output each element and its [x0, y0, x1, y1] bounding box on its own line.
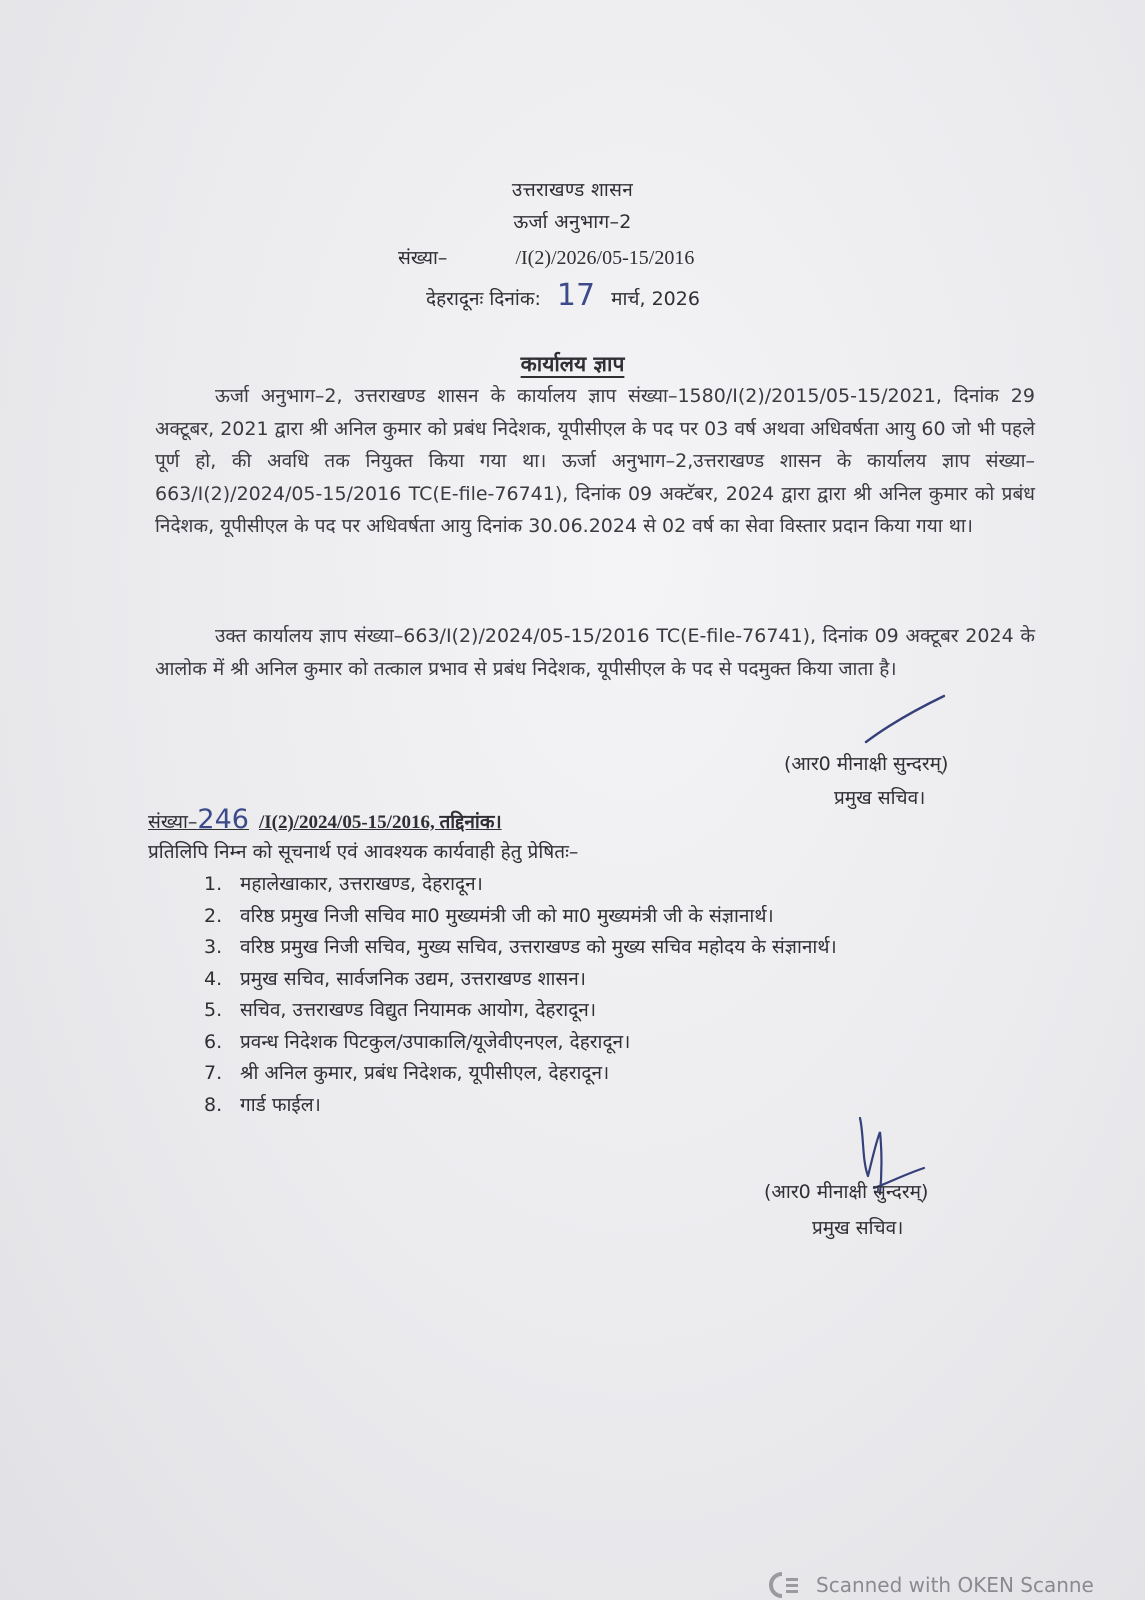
signatory-name-2: (आर0 मीनाक्षी सुन्दरम्)	[764, 1181, 929, 1203]
signature-stroke-1	[860, 692, 950, 748]
date-prefix: देहरादूनः दिनांक:	[426, 288, 541, 310]
reference-line	[398, 244, 694, 270]
reference-label: संख्या–	[398, 247, 448, 269]
date-day-handwritten: 17	[556, 278, 596, 313]
list-item: 6. प्रवन्ध निदेशक पिटकुल/उपाकालि/यूजेवीएनएल, देहरादून।	[204, 1030, 631, 1053]
list-item: 1. महालेखाकार, उत्तराखण्ड, देहरादून।	[204, 873, 483, 895]
signatory-designation-2: प्रमुख सचिव।	[812, 1217, 904, 1239]
list-item: 5. सचिव, उत्तराखण्ड विद्युत नियामक आयोग, देहरादून।	[204, 999, 597, 1021]
copy-reference-rest: /I(2)/2024/05-15/2016, तद्दिनांक।	[258, 812, 502, 833]
date-line	[426, 278, 700, 313]
department-name: ऊर्जा अनुभाग–2	[513, 211, 632, 233]
memo-paragraph-2: उक्त कार्यालय ज्ञाप संख्या–663/I(2)/2024/05-15/2016 TC(E-file-76741), दिनांक 09 अक्टूबर 2024 के आलोक में श्री अनिल कुमार को तत्काल प्रभाव से प्रबंध निदेशक, यूपीसीएल के पद से पदमुक्त किया जाता है।	[155, 625, 1035, 680]
copy-reference-number-handwritten: 246	[197, 804, 249, 835]
list-item: 2. वरिष्ठ प्रमुख निजी सचिव मा0 मुख्यमंत्री जी को मा0 मुख्यमंत्री जी के संज्ञानार्थ।	[204, 904, 774, 927]
list-item: 8. गार्ड फाईल।	[204, 1093, 321, 1116]
memo-title: कार्यालय ज्ञाप	[520, 352, 625, 376]
signatory-name-1: (आर0 मीनाक्षी सुन्दरम्)	[784, 753, 949, 775]
copy-intro: प्रतिलिपि निम्न को सूचनार्थ एवं आवश्यक कार्यवाही हेतु प्रेषितः–	[148, 841, 579, 863]
scanner-watermark	[760, 1570, 1094, 1600]
scanner-logo-icon	[760, 1570, 808, 1600]
memo-paragraph-1: ऊर्जा अनुभाग–2, उत्तराखण्ड शासन के कार्यालय ज्ञाप संख्या–1580/I(2)/2015/05-15/2021, दिनांक 29 अक्टूबर, 2021 द्वारा श्री अनिल कुमार को प्रबंध निदेशक, यूपीसीएल के पद पर 03 वर्ष अथवा अधिवर्षता आयु 60 जो भी पहले पूर्ण हो, की अवधि तक नियुक्त किया गया था। ऊर्जा अनुभाग–2,उत्तराखण्ड शासन के कार्यालय ज्ञाप संख्या–663/I(2)/2024/05-15/2016 TC(E-file-76741), दिनांक 09 अक्टॅबर, 2024 द्वारा द्वारा श्री अनिल कुमार को प्रबंध निदेशक, यूपीसीएल के पद पर अधिवर्षता आयु दिनांक 30.06.2024 से 02 वर्ष का सेवा विस्तार प्रदान किया गया था।	[155, 385, 1035, 537]
copy-reference-line	[148, 804, 502, 835]
signatory-designation-1: प्रमुख सचिव।	[834, 787, 926, 809]
copy-reference-label: संख्या–	[148, 811, 198, 833]
government-name: उत्तराखण्ड शासन	[511, 179, 634, 201]
watermark-text: Scanned with OKEN Scanne	[816, 1573, 1094, 1597]
date-suffix: मार्च, 2026	[611, 288, 700, 310]
list-item: 7. श्री अनिल कुमार, प्रबंध निदेशक, यूपीसीएल, देहरादून।	[204, 1062, 610, 1084]
reference-number: /I(2)/2026/05-15/2016	[515, 247, 695, 269]
distribution-list	[204, 869, 1034, 1121]
list-item: 4. प्रमुख सचिव, सार्वजनिक उद्यम, उत्तराखण्ड शासन।	[204, 967, 587, 990]
list-item: 3. वरिष्ठ प्रमुख निजी सचिव, मुख्य सचिव, उत्तराखण्ड को मुख्य सचिव महोदय के संज्ञानार्थ।	[204, 936, 837, 958]
